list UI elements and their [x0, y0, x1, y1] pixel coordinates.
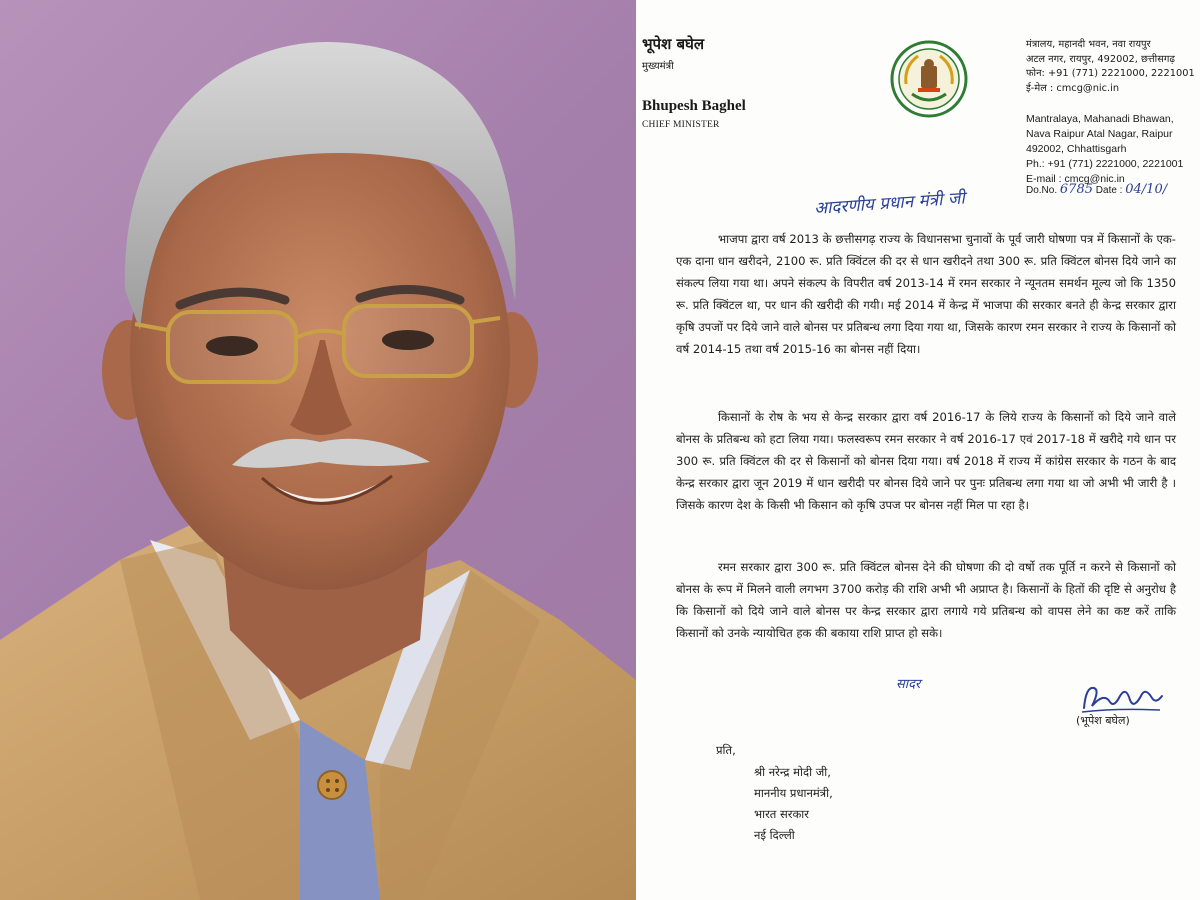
- address-english-line: Ph.: +91 (771) 2221000, 2221001: [1026, 158, 1184, 170]
- address-english-line: Mantralaya, Mahanadi Bhawan,: [1026, 113, 1174, 125]
- recipient-line: भारत सरकार: [754, 807, 809, 821]
- do-no-value: 6785: [1059, 182, 1093, 197]
- letter-paragraph: रमन सरकार द्वारा 300 रू. प्रति क्विंटल बोनस देने की घोषणा की दो वर्षो तक पूर्ति न करने से किसानों को बोनस के रूप में मिलने वाली लगभग 3700 करोड़ की राशि अभी भी अप्राप्त है। किसानों के हितों की दृष्टि से अनुरोध है कि किसानों को दिये जाने वाले बोनस पर केन्द्र सरकार द्वारा लगाये गये प्रतिबन्ध को वापस लेने का कष्ट करें ताकि किसानों को उनके न्यायोचित हक की बकाया राशि प्राप्त हो सके।: [676, 560, 1176, 640]
- address-english: [1026, 112, 1183, 187]
- date-label: Date :: [1095, 185, 1123, 196]
- state-emblem-icon: [890, 40, 968, 118]
- recipient-label: प्रति,: [716, 743, 736, 757]
- address-hindi-line: फोन: +91 (771) 2221000, 2221001: [1026, 68, 1195, 79]
- handwritten-signature: [1076, 678, 1166, 718]
- address-hindi-line: अटल नगर, रायपुर, 492002, छत्तीसगढ़: [1026, 53, 1175, 65]
- recipient-address: [754, 762, 833, 846]
- address-hindi-line: मंत्रालय, महानदी भवन, नवा रायपुर: [1026, 39, 1151, 50]
- closing: सादर: [896, 677, 921, 692]
- address-english-line: 492002, Chhattisgarh: [1026, 143, 1127, 155]
- recipient-line: माननीय प्रधानमंत्री,: [754, 786, 833, 800]
- sender-title-hindi: मुख्यमंत्री: [642, 61, 674, 72]
- letter-paragraph: भाजपा द्वारा वर्ष 2013 के छत्तीसगढ़ राज्य के विधानसभा चुनावों के पूर्व जारी घोषणा पत्र में किसानों के एक-एक दाना धान खरीदने, 2100 रू. प्रति क्विंटल की दर से धान खरीदने तथा 300 रू. प्रति क्विंटल बोनस दिये जाने का संकल्प लिया गया था। अपने संकल्प के विपरीत वर्ष 2013-14 में रमन सरकार ने न्यूनतम समर्थन मूल्य जो कि 1350 रू. प्रति क्विंटल था, पर धान की खरीदी की गयी। मई 2014 में केन्द्र में भाजपा की सरकार बनते ही केन्द्र सरकार द्वारा कृषि उपजों पर दिये जाने वाले बोनस पर प्रतिबन्ध लगा दिया गया था, जिसके कारण रमन सरकार ने राज्य के किसानों को वर्ष 2014-15 तथा वर्ष 2015-16 का बोनस नहीं दिया।: [676, 232, 1176, 356]
- recipient-line: श्री नरेन्द्र मोदी जी,: [754, 765, 831, 779]
- signer-name: (भूपेश बघेल): [1076, 714, 1130, 727]
- letter-paragraph: किसानों के रोष के भय से केन्द्र सरकार द्वारा वर्ष 2016-17 के लिये राज्य के किसानों को दिये जाने वाले बोनस के प्रतिबन्ध को हटा लिया गया। फलस्वरूप रमन सरकार ने वर्ष 2016-17 एवं 2017-18 में खरीदे गये धान पर 300 रू. प्रति क्विंटल की दर से किसानों को बोनस दिया गया। वर्ष 2018 में राज्य में कांग्रेस सरकार के गठन के बाद केन्द्र सरकार द्वारा जून 2019 में धान खरीदी पर बोनस दिये जाने पर पुनः प्रतिबन्ध लगा गया था जो अभी भी जारी है । जिसके कारण देश के किसी भी किसान को कृषि उपज पर बोनस नहीं मिल पा रहा है।: [676, 410, 1176, 512]
- sender-title-english: CHIEF MINISTER: [642, 120, 720, 130]
- do-no-label: Do.No.: [1026, 185, 1058, 196]
- address-hindi-line: ई-मेल : cmcg@nic.in: [1026, 82, 1120, 94]
- address-english-line: E-mail : cmcg@nic.in: [1026, 173, 1125, 185]
- sender-name-english: Bhupesh Baghel: [642, 98, 746, 114]
- letter-document: [638, 0, 1200, 900]
- address-english-line: Nava Raipur Atal Nagar, Raipur: [1026, 128, 1173, 140]
- sender-name-hindi: भूपेश बघेल: [642, 35, 705, 53]
- reference-line: [1026, 182, 1167, 197]
- address-hindi: [1026, 38, 1195, 96]
- date-value: 04/10/: [1125, 182, 1168, 197]
- recipient-line: नई दिल्ली: [754, 828, 795, 842]
- salutation: आदरणीय प्रधान मंत्री जी: [813, 188, 966, 219]
